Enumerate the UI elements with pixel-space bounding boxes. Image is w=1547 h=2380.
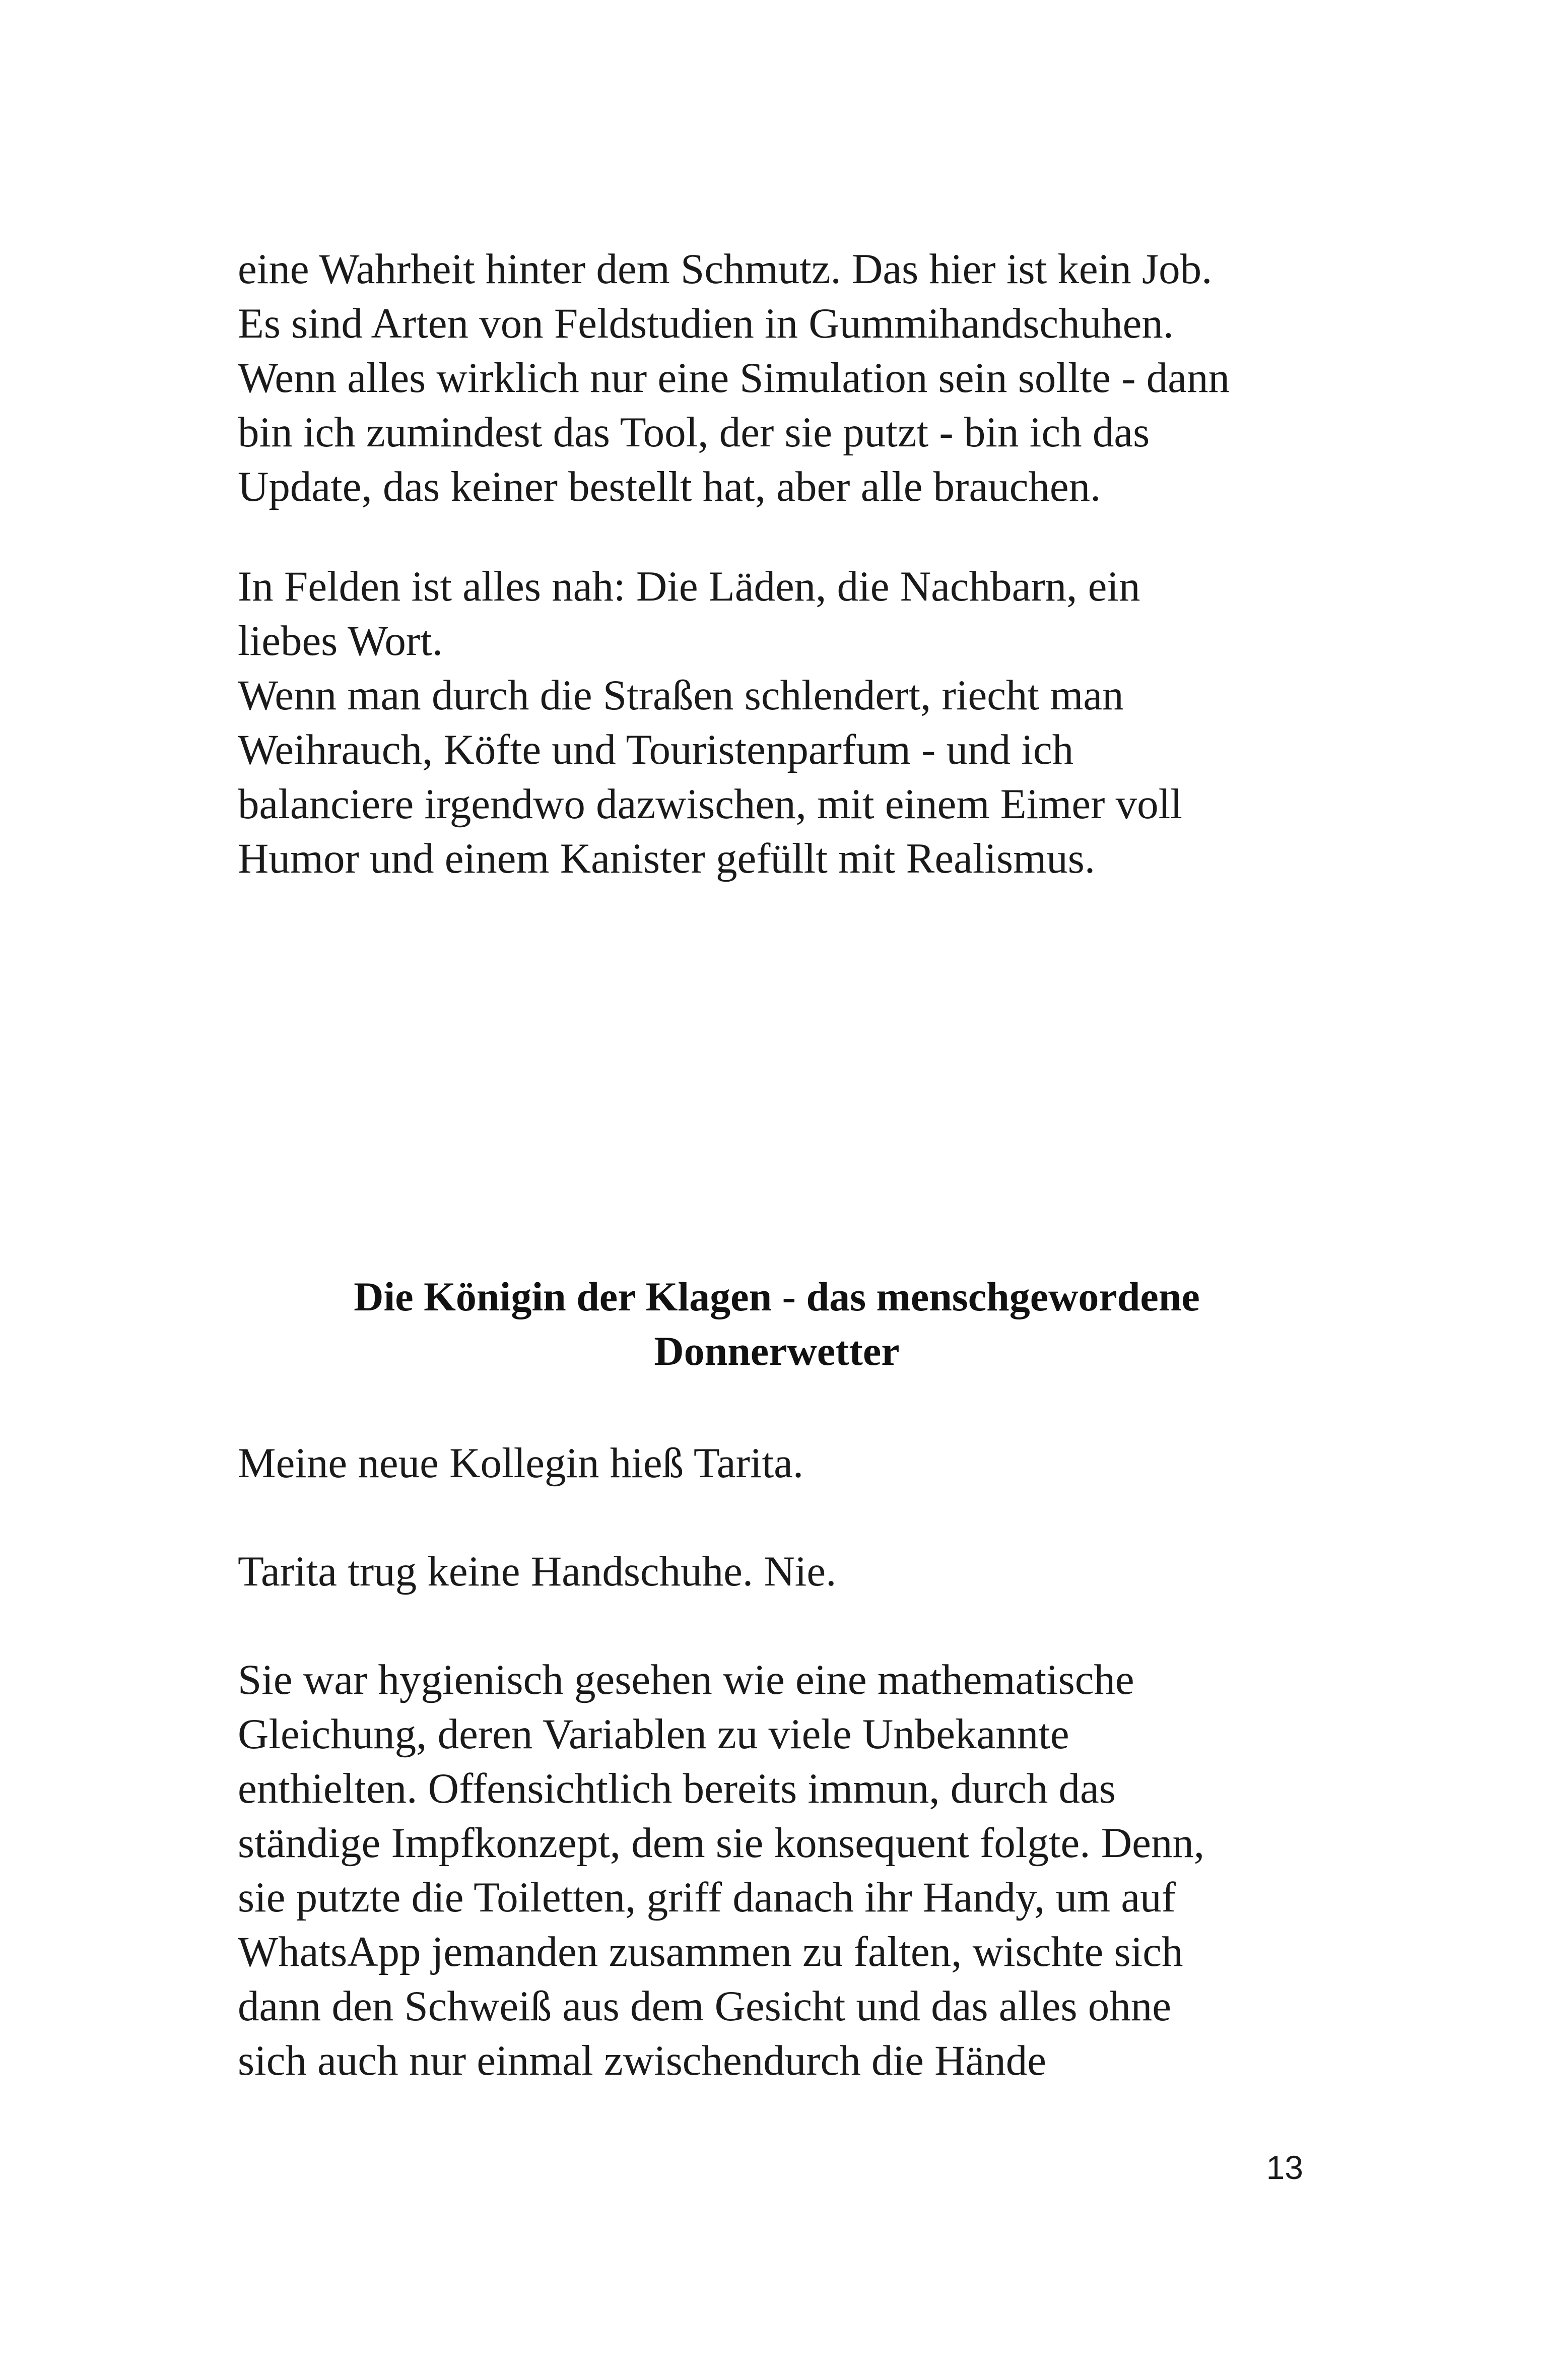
paragraph-5: [238, 1652, 1316, 2088]
text-line: WhatsApp jemanden zusammen zu falten, wischte sich: [238, 1928, 1183, 1975]
text-line: enthielten. Offensichtlich bereits immun, durch das: [238, 1765, 1116, 1812]
text-line: Wenn man durch die Straßen schlendert, riecht man: [238, 672, 1124, 719]
text-line: sich auch nur einmal zwischendurch die Hände: [238, 2037, 1046, 2084]
heading-line: Die Königin der Klagen - das menschgewordene: [354, 1274, 1200, 1319]
paragraph-2: [238, 559, 1316, 886]
text-line: eine Wahrheit hinter dem Schmutz. Das hier ist kein Job.: [238, 245, 1213, 293]
text-line: Tarita trug keine Handschuhe. Nie.: [238, 1548, 837, 1595]
text-line: In Felden ist alles nah: Die Läden, die Nachbarn, ein: [238, 563, 1140, 610]
paragraph-4: [238, 1544, 1316, 1599]
heading-line: Donnerwetter: [654, 1328, 900, 1374]
text-line: Wenn alles wirklich nur eine Simulation sein sollte - dann: [238, 354, 1230, 402]
text-line: Meine neue Kollegin hieß Tarita.: [238, 1439, 804, 1487]
text-line: bin ich zumindest das Tool, der sie putzt - bin ich das: [238, 409, 1150, 456]
paragraph-1: [238, 242, 1316, 514]
text-line: liebes Wort.: [238, 617, 443, 665]
text-line: Humor und einem Kanister gefüllt mit Realismus.: [238, 835, 1096, 882]
chapter-heading: [238, 1270, 1316, 1378]
text-line: Gleichung, deren Variablen zu viele Unbekannte: [238, 1710, 1069, 1758]
text-line: Es sind Arten von Feldstudien in Gummihandschuhen.: [238, 300, 1174, 347]
page-number: 13: [1266, 2149, 1303, 2186]
text-line: sie putzte die Toiletten, griff danach ihr Handy, um auf: [238, 1874, 1176, 1921]
paragraph-3: [238, 1436, 1316, 1490]
text-line: Sie war hygienisch gesehen wie eine mathematische: [238, 1656, 1134, 1703]
text-line: balanciere irgendwo dazwischen, mit einem Eimer voll: [238, 780, 1182, 828]
text-line: dann den Schweiß aus dem Gesicht und das alles ohne: [238, 1982, 1172, 2030]
text-line: Weihrauch, Köfte und Touristenparfum - und ich: [238, 726, 1074, 773]
text-line: Update, das keiner bestellt hat, aber alle brauchen.: [238, 463, 1101, 510]
text-line: ständige Impfkonzept, dem sie konsequent folgte. Denn,: [238, 1819, 1205, 1867]
